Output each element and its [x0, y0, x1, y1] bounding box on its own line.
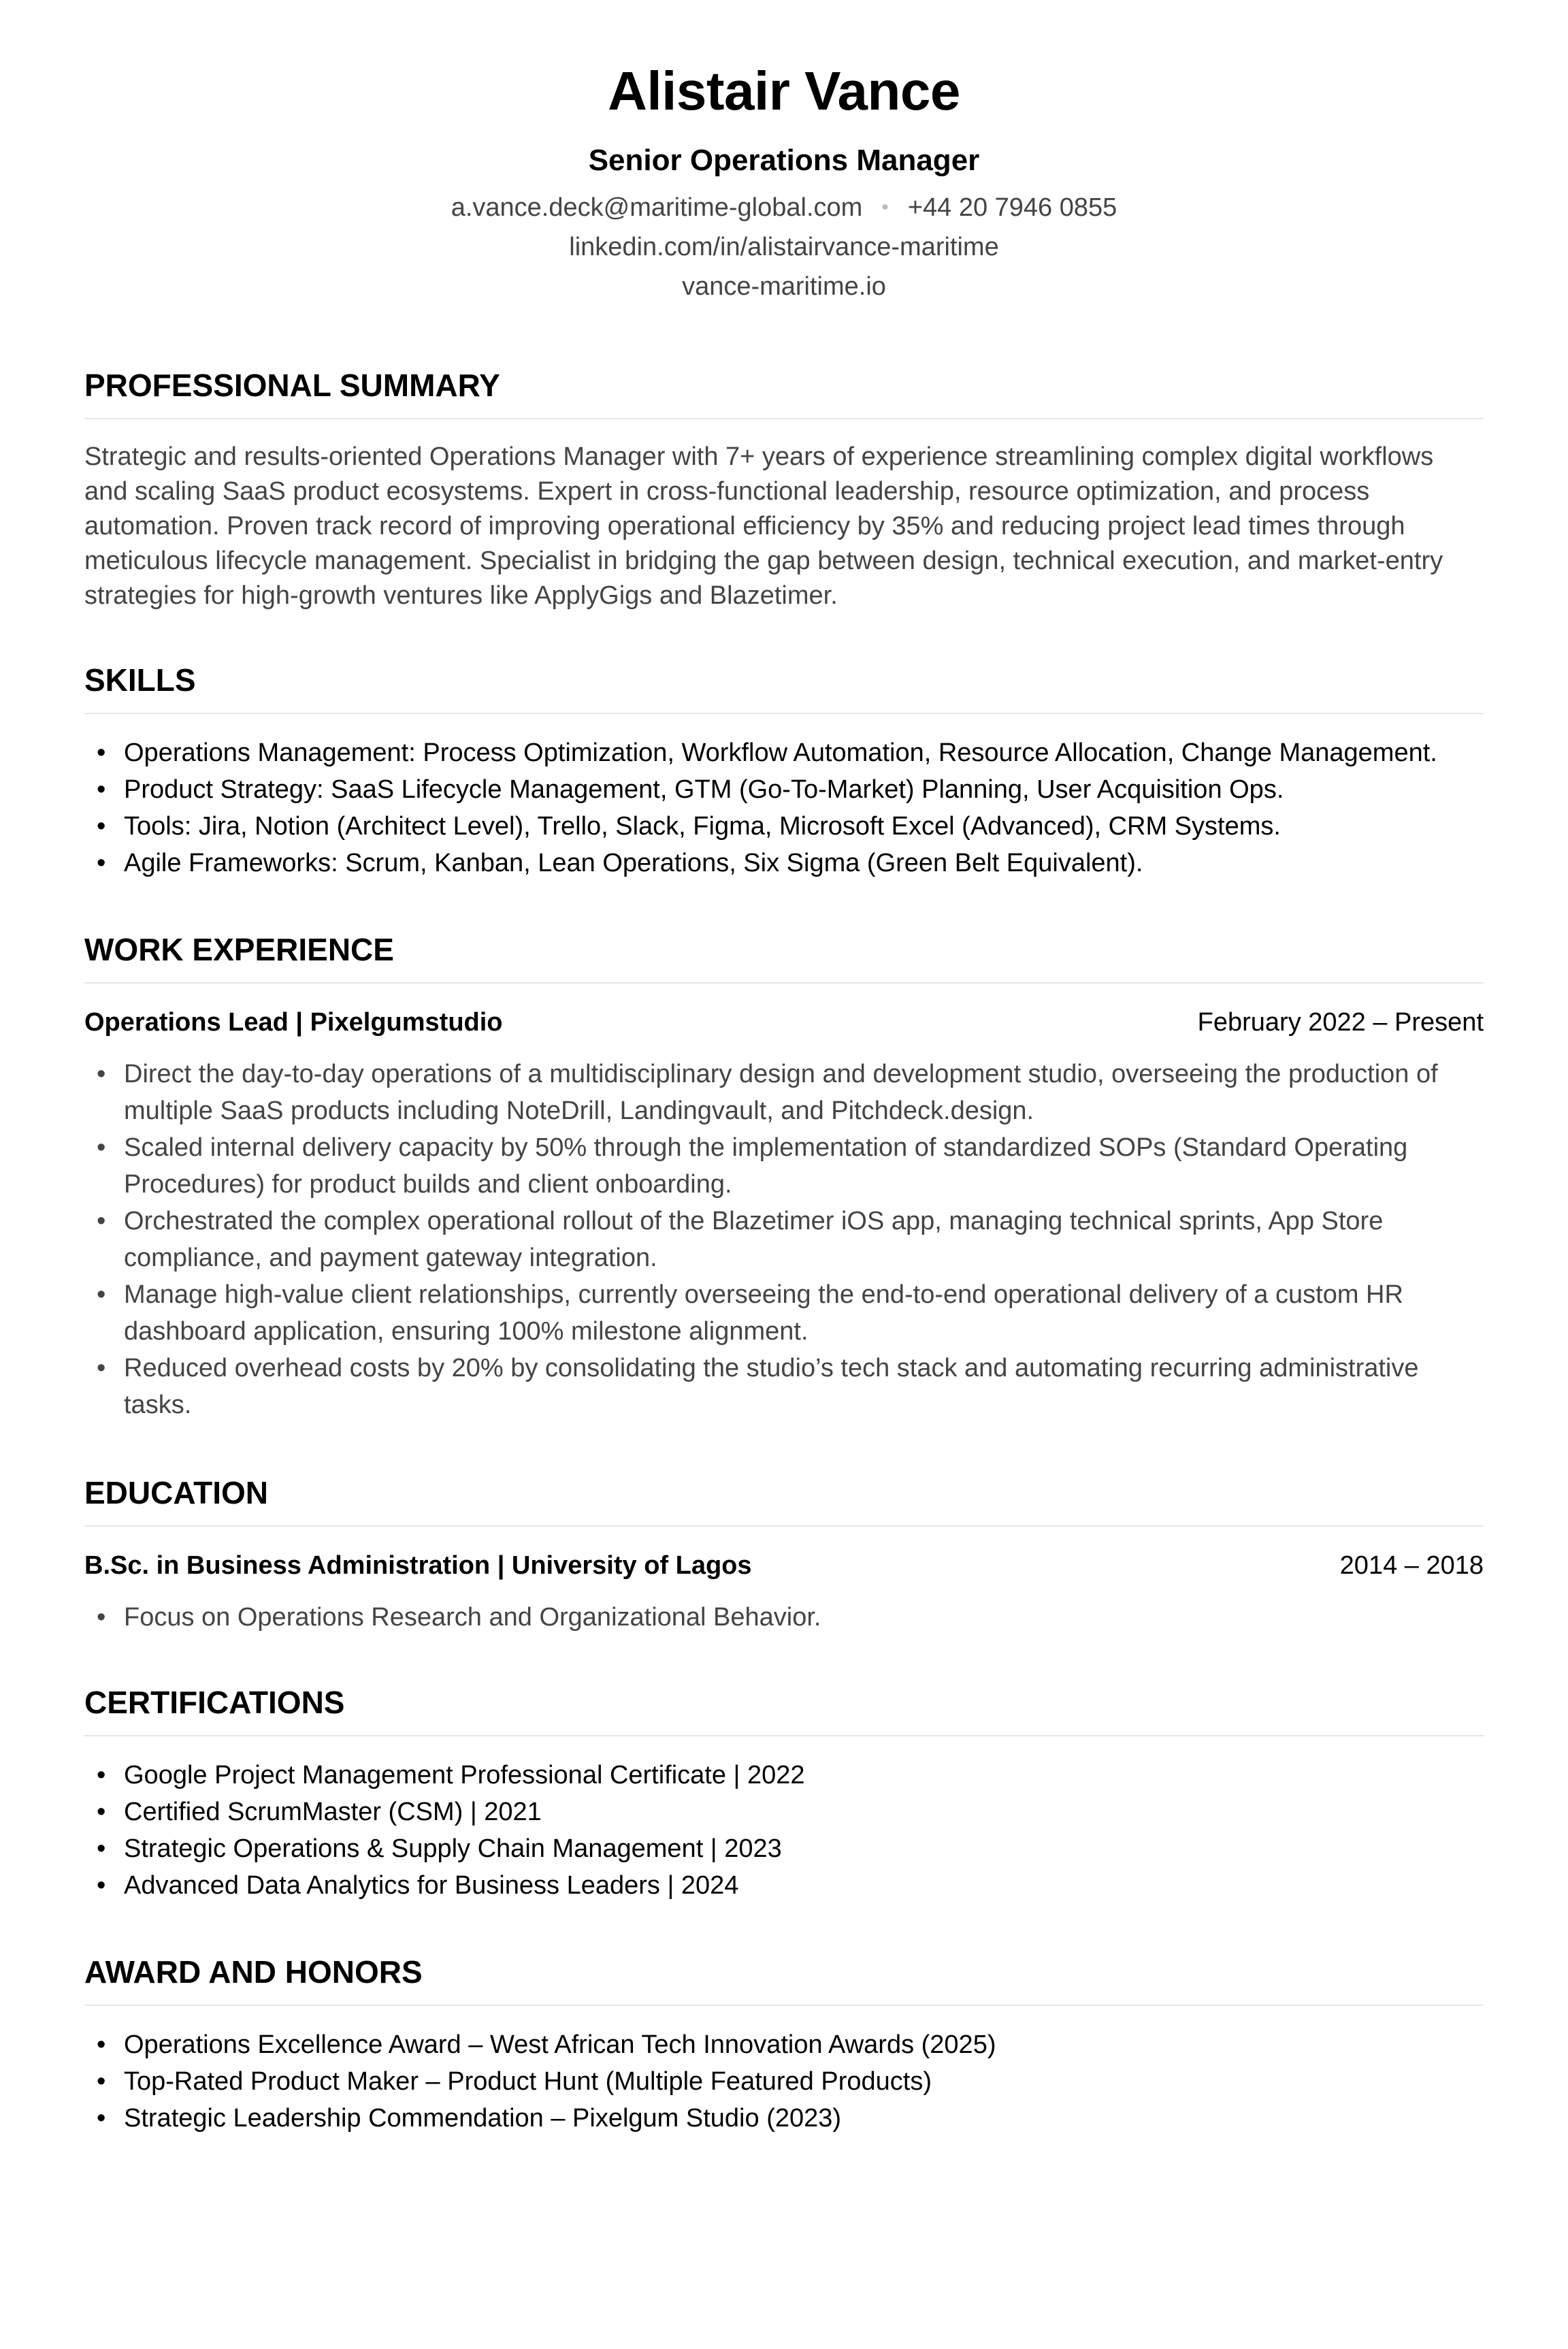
section-divider [84, 418, 1484, 419]
list-item: • Direct the day-to-day operations of a multidisciplinary design and development studio, overseeing the production of multiple SaaS products including NoteDrill, Landingvault, and Pitchdeck.design. [84, 1056, 1484, 1129]
degree-title: B.Sc. in Business Administration | University of Lagos [84, 1551, 752, 1580]
experience-section [84, 930, 1484, 1423]
job-title: Operations Lead | Pixelgumstudio [84, 1008, 503, 1037]
list-item: • Operations Excellence Award – West African Tech Innovation Awards (2025) [84, 2026, 1484, 2063]
candidate-role: Senior Operations Manager [588, 144, 980, 177]
education-section [84, 1474, 1484, 1636]
skills-list [84, 734, 1484, 881]
contact-line-primary [84, 188, 1484, 227]
list-item: • Orchestrated the complex operational rollout of the Blazetimer iOS app, managing technical sprints, App Store compliance, and payment gateway integration. [84, 1203, 1484, 1276]
list-item: • Product Strategy: SaaS Lifecycle Management, GTM (Go-To-Market) Planning, User Acquisition Ops. [84, 771, 1484, 808]
job-bullets [84, 1056, 1484, 1423]
section-title: WORK EXPERIENCE [84, 932, 394, 967]
phone-number[interactable]: +44 20 7946 0855 [907, 193, 1117, 222]
list-item: • Scaled internal delivery capacity by 50% through the implementation of standardized SOPs (Standard Operating Procedures) for product builds and client onboarding. [84, 1129, 1484, 1203]
summary-text: Strategic and results-oriented Operations Manager with 7+ years of experience streamlining complex digital workflows and scaling SaaS product ecosystems. Expert in cross-functional leadership, resource optimization, and process automation. Proven track record of improving operational efficiency by 35% and reducing project lead times through meticulous lifecycle management. Specialist in bridging the gap between design, technical execution, and market-entry strategies for high-growth ventures like ApplyGigs and Blazetimer. [84, 442, 1443, 610]
education-bullets [84, 1599, 1484, 1636]
section-divider [84, 2005, 1484, 2006]
awards-list [84, 2026, 1484, 2137]
resume-header [84, 0, 1484, 306]
certifications-list [84, 1757, 1484, 1904]
job-dates: February 2022 – Present [1197, 1008, 1484, 1037]
contact-separator: • [881, 196, 889, 218]
list-item: • Advanced Data Analytics for Business Leaders | 2024 [84, 1867, 1484, 1904]
section-divider [84, 982, 1484, 984]
skills-section [84, 661, 1484, 881]
section-title: AWARD AND HONORS [84, 1954, 423, 1990]
summary-section [84, 366, 1484, 613]
list-item: • Google Project Management Professional Certificate | 2022 [84, 1757, 1484, 1794]
list-item: • Tools: Jira, Notion (Architect Level), Trello, Slack, Figma, Microsoft Excel (Advanced), CRM Systems. [84, 808, 1484, 845]
section-title: PROFESSIONAL SUMMARY [84, 368, 500, 403]
list-item: • Reduced overhead costs by 20% by consolidating the studio’s tech stack and automating recurring administrative tasks. [84, 1350, 1484, 1423]
linkedin-link[interactable]: linkedin.com/in/alistairvance-maritime [569, 233, 999, 261]
website-link[interactable]: vance-maritime.io [682, 272, 886, 301]
section-divider [84, 1525, 1484, 1527]
section-title: SKILLS [84, 662, 196, 698]
job-header [84, 1004, 1484, 1041]
list-item: • Operations Management: Process Optimization, Workflow Automation, Resource Allocation, Change Management. [84, 734, 1484, 771]
education-header [84, 1547, 1484, 1584]
list-item: • Agile Frameworks: Scrum, Kanban, Lean Operations, Six Sigma (Green Belt Equivalent). [84, 845, 1484, 881]
list-item: • Strategic Leadership Commendation – Pixelgum Studio (2023) [84, 2100, 1484, 2137]
section-divider [84, 713, 1484, 714]
section-title: CERTIFICATIONS [84, 1685, 345, 1720]
list-item: • Strategic Operations & Supply Chain Management | 2023 [84, 1830, 1484, 1867]
awards-section [84, 1953, 1484, 2137]
education-dates: 2014 – 2018 [1339, 1551, 1484, 1580]
list-item: • Top-Rated Product Maker – Product Hunt (Multiple Featured Products) [84, 2063, 1484, 2100]
list-item: • Manage high-value client relationships, currently overseeing the end-to-end operational delivery of a custom HR dashboard application, ensuring 100% milestone alignment. [84, 1276, 1484, 1350]
certifications-section [84, 1683, 1484, 1904]
list-item: • Focus on Operations Research and Organizational Behavior. [84, 1599, 1484, 1636]
candidate-name: Alistair Vance [608, 61, 960, 121]
section-divider [84, 1735, 1484, 1736]
list-item: • Certified ScrumMaster (CSM) | 2021 [84, 1794, 1484, 1830]
section-title: EDUCATION [84, 1475, 269, 1510]
email-link[interactable]: a.vance.deck@maritime-global.com [451, 193, 863, 222]
